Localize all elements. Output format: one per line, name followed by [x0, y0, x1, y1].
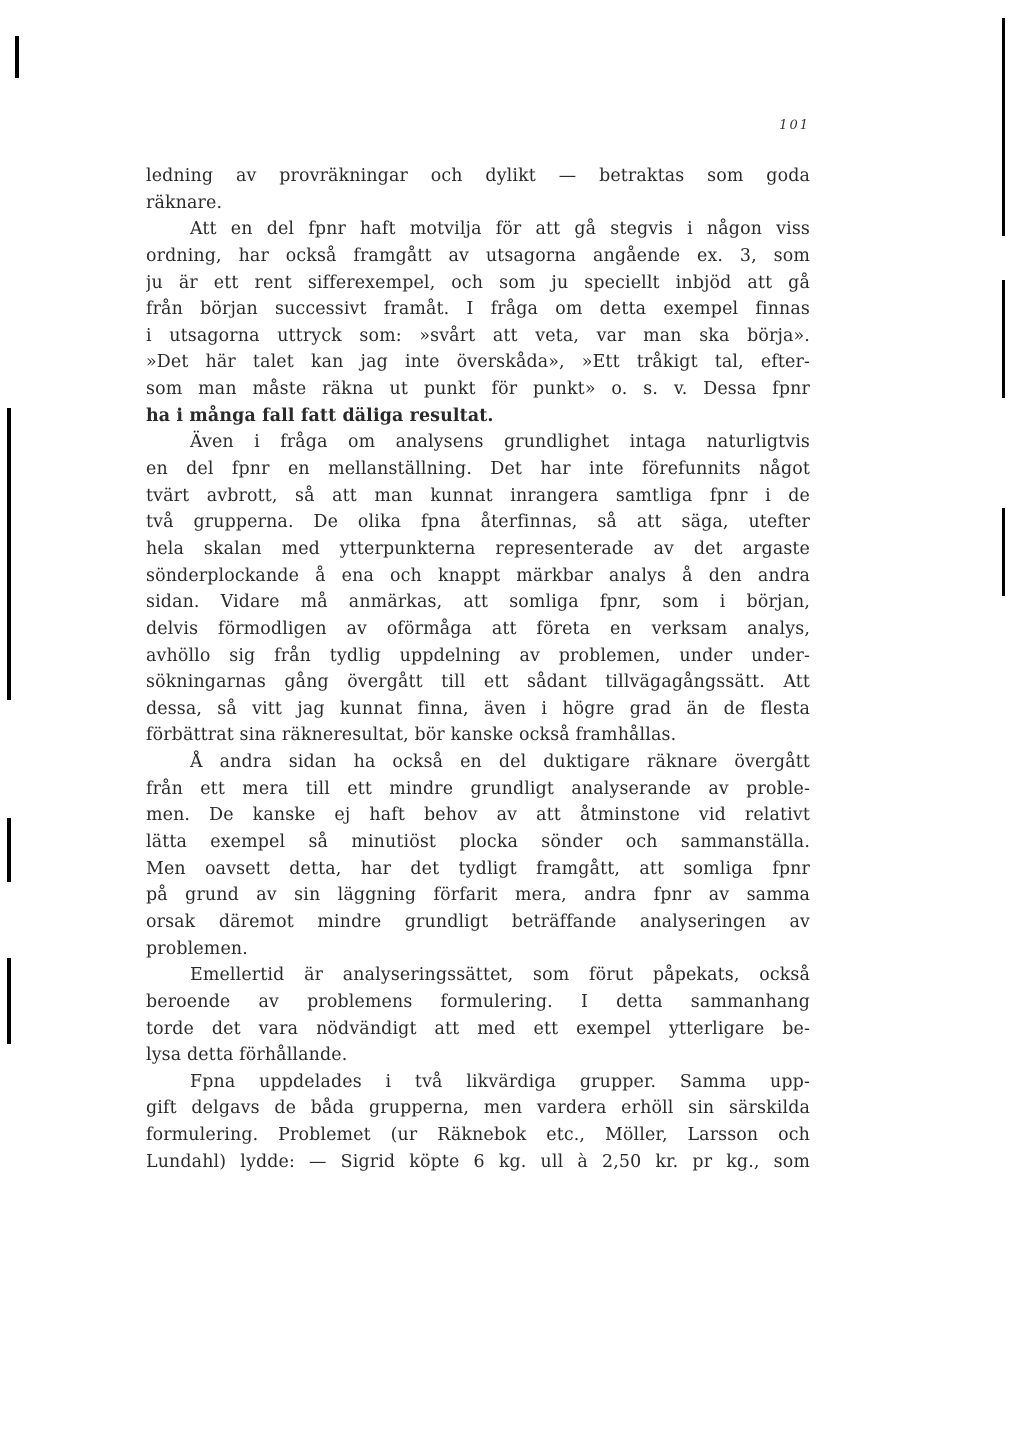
text-line: gift delgavs de båda grupperna, men vardera erhöll sin särskilda	[146, 1098, 810, 1119]
text-line: Fpna uppdelades i två likvärdiga grupper. Samma upp-	[190, 1071, 810, 1092]
text-line: Å andra sidan ha också en del duktigare räknare övergått	[190, 752, 810, 773]
text-line: Även i fråga om analysens grundlighet intaga naturligtvis	[190, 432, 810, 453]
text-line: som man måste räkna ut punkt för punkt» o. s. v. Dessa fpnr	[146, 379, 810, 400]
text-line: ledning av provräkningar och dylikt — betraktas som goda	[146, 166, 810, 186]
text-line: en del fpnr en mellanställning. Det har inte förefunnits något	[146, 459, 810, 480]
text-line: två grupperna. De olika fpna återfinnas, så att säga, utefter	[146, 512, 810, 533]
text-line: beroende av problemens formulering. I detta sammanhang	[146, 991, 810, 1012]
text-line: men. De kanske ej haft behov av att åtminstone vid relativt	[146, 805, 810, 826]
text-line: från början successivt framåt. I fråga om detta exempel finnas	[146, 299, 810, 320]
text-line: i utsagorna uttryck som: »svårt att veta, var man ska börja».	[146, 325, 810, 346]
text-line: Lundahl) lydde: — Sigrid köpte 6 kg. ull à 2,50 kr. pr kg., som	[146, 1151, 810, 1172]
text-line: delvis förmodligen av oförmåga att företa en verksam analys,	[146, 618, 810, 639]
scan-mark-left-4	[7, 958, 11, 1044]
scan-mark-right-3	[1002, 508, 1005, 596]
text-line: orsak däremot mindre grundligt beträffande analyseringen av	[146, 911, 810, 932]
text-line: Men oavsett detta, har det tydligt framgått, att somliga fpnr	[146, 858, 810, 879]
text-line: ju är ett rent sifferexempel, och som ju speciellt inbjöd att gå	[146, 272, 810, 293]
text-line: sidan. Vidare må anmärkas, att somliga fpnr, som i början,	[146, 592, 810, 613]
page-number: 101	[779, 118, 810, 133]
text-line: hela skalan med ytterpunkterna representerade av det argaste	[146, 538, 810, 559]
text-line: ordning, har också framgått av utsagorna angående ex. 3, som	[146, 245, 810, 266]
text-line: »Det här talet kan jag inte överskåda», »Ett tråkigt tal, efter-	[146, 352, 810, 373]
text-line: förbättrat sina räkneresultat, bör kanske också framhållas.	[146, 725, 677, 746]
scan-mark-right-1	[1002, 18, 1005, 236]
text-line: sökningarnas gång övergått till ett sådant tillvägagångssätt. Att	[146, 672, 810, 693]
text-line: tvärt avbrott, så att man kunnat inrangera samtliga fpnr i de	[146, 485, 810, 506]
text-line: från ett mera till ett mindre grundligt analyserande av proble-	[146, 778, 810, 799]
scan-mark-left-1	[15, 36, 19, 78]
text-line: avhöllo sig från tydlig uppdelning av problemen, under under-	[146, 645, 810, 666]
text-line: räknare.	[146, 192, 223, 213]
body-text	[146, 163, 810, 1175]
text-line: Emellertid är analyseringssättet, som förut påpekats, också	[190, 965, 810, 986]
scan-mark-left-3	[7, 818, 11, 882]
text-line: formulering. Problemet (ur Räknebok etc., Möller, Larsson och	[146, 1125, 810, 1146]
scan-mark-left-2	[7, 408, 11, 700]
text-line: på grund av sin läggning förfarit mera, andra fpnr av samma	[146, 885, 810, 906]
text-line: ha i många fall fatt däliga resultat.	[146, 405, 494, 426]
text-line: problemen.	[146, 938, 248, 959]
text-line: lysa detta förhållande.	[146, 1045, 348, 1066]
text-line: lätta exempel så minutiöst plocka sönder och sammanställa.	[146, 832, 810, 853]
text-line: torde det vara nödvändigt att med ett exempel ytterligare be-	[146, 1018, 810, 1039]
text-line: Att en del fpnr haft motvilja för att gå stegvis i någon viss	[190, 219, 810, 240]
text-line: sönderplockande å ena och knappt märkbar analys å den andra	[146, 565, 810, 586]
text-line: dessa, så vitt jag kunnat finna, även i högre grad än de flesta	[146, 698, 810, 719]
scan-mark-right-2	[1002, 280, 1005, 398]
